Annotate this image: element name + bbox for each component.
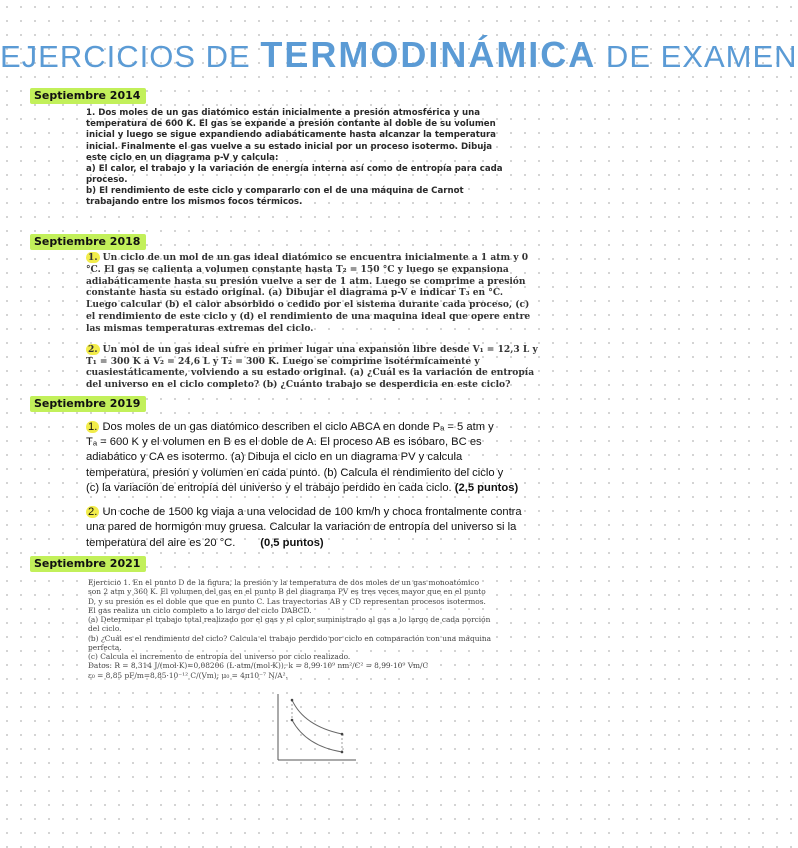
pv-curve-upper: [292, 700, 342, 734]
pv-point: [291, 699, 294, 702]
pv-point: [341, 733, 344, 736]
pv-diagram-figure: [270, 690, 360, 765]
pv-curve-lower: [292, 720, 342, 752]
exercise-2019: 1. Dos moles de un gas diatómico describen el ciclo ABCA en donde Pₐ = 5 atm y Tₐ = 600 K y el volumen en B es el doble de A. El proceso AB es isóbaro, BC es adiabático y CA es isotermo. (a) Dibuja el ciclo en un diagrama PV y calcula temperatura, presión y volumen en cada punto. (b) Calcula el rendimiento del ciclo y (c) la variación de entropía del universo y el trabajo perdido en cada ciclo. (2,5 puntos) 2. Un coche de 1500 kg viaja a una velocidad de 100 km/h y choca frontalmente contra una pared de hormigón muy gruesa. Calcular la variación de entropía del universo si la temperatura del aire es 20 °C. (0,5 puntos): [86, 421, 522, 549]
exercise-2021: Ejercicio 1. En el punto D de la figura, la presión y la temperatura de dos moles de un gas monoatómico son 2 atm y 360 K. El volumen del gas en el punto B del diagrama PV es tres veces mayor que en el punto D, y su presión es el doble que que en punto C. Las trayectorias AB y CD representan procesos isotermos. El gas realiza un ciclo completo a lo largo del ciclo DABCD. (a) Determinar el trabajo total realizado por el gas y el calor suministrado al gas a lo largo de cada porción del ciclo. (b) ¿Cuál es el rendimiento del ciclo? Calcula el trabajo perdido por ciclo en comparación con una máquina perfecta. (c) Calcula el incremento de entropía del universo por ciclo realizado. Datos: R = 8,314 J/(mol·K)=0,08206 (L·atm/(mol·K)); k = 8,99·10⁹ nm²/C² = 8,99·10⁹ Vm/C ε₀ = 8,85 pF/m=8,85·10⁻¹² C/(Vm); μ₀ = 4π10⁻⁷ N/A².: [88, 578, 491, 680]
section-label-2018: Septiembre 2018: [30, 234, 146, 250]
section-label-2021: Septiembre 2021: [30, 556, 146, 572]
pv-point: [341, 751, 344, 754]
pv-point: [291, 719, 294, 722]
section-label-2014: Septiembre 2014: [30, 88, 146, 104]
page-title: EJERCICIOS DE TERMODINÁMICA DE EXAMEN: [0, 34, 798, 75]
section-label-2019: Septiembre 2019: [30, 396, 146, 412]
exercise-2018: 1. Un ciclo de un mol de un gas ideal diatómico se encuentra inicialmente a 1 atm y 0 °C. El gas se calienta a volumen constante hasta T₂ = 150 °C y luego se expansiona adiabáticamente hasta su presión vuelve a ser de 1 atm. Luego se comprime a presión constante hasta su estado original. (a) Dibujar el diagrama p-V e indicar T₃ en °C. Luego calcular (b) el calor absorbido o cedido por el sistema durante cada proceso, (c) el rendimiento de este ciclo y (d) el rendimiento de una maquina ideal que opere entre las mismas temperaturas extremas del ciclo. 2. Un mol de un gas ideal sufre en primer lugar una expansión libre desde V₁ = 12,3 L y T₁ = 300 K a V₂ = 24,6 L y T₂ = 300 K. Luego se comprime isotérmicamente y cuasiestáticamente, volviendo a su estado original. (a) ¿Cuál es la variación de entropía del universo en el ciclo completo? (b) ¿Cuánto trabajo se desperdicia en este ciclo?: [86, 252, 538, 391]
exercise-2014: 1. Dos moles de un gas diatómico están inicialmente a presión atmosférica y una temperatura de 600 K. El gas se expande a presión contante al doble de su volumen inicial y luego se sigue expandiendo adiabáticamente hasta alcanzar la temperatura inicial. Finalmente el gas vuelve a su estado inicial por un proceso isotermo. Dibuja este ciclo en un diagrama p-V y calcula: a) El calor, el trabajo y la variación de energía interna así como de entropía para cada proceso. b) El rendimiento de este ciclo y compararlo con el de una máquina de Carnot trabajando entre los mismos focos térmicos.: [86, 108, 503, 208]
